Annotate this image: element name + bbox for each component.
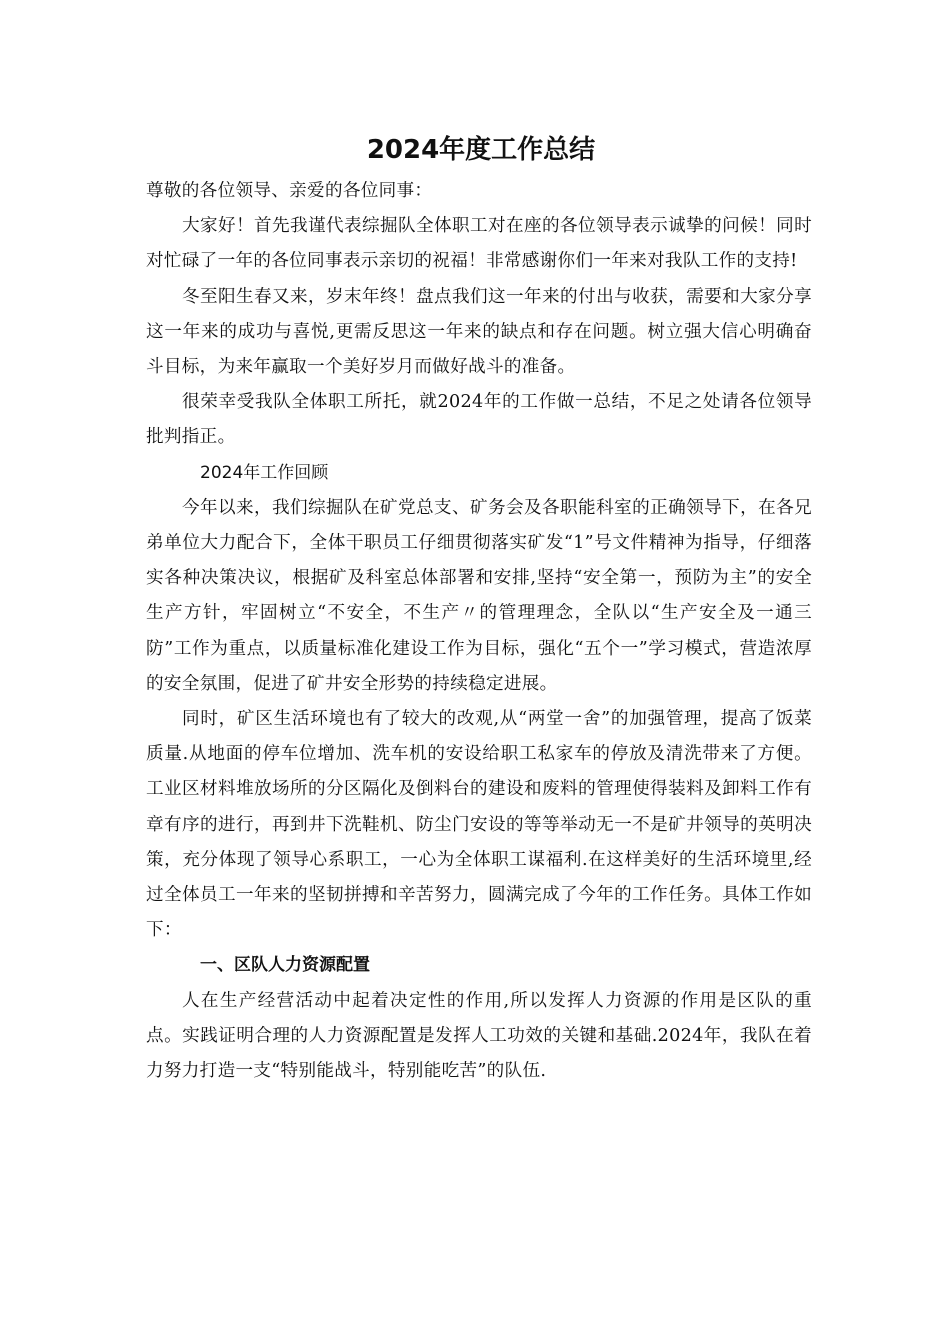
intro-paragraph-3: 很荣幸受我队全体职工所托，就2024年的工作做一总结，不足之处请各位领导批判指正。	[146, 392, 812, 448]
review-paragraph-2: 同时，矿区生活环境也有了较大的改观,从“两堂一舍”的加强管理，提高了饭菜质量.从地面的停车位增加、洗车机的安设给职工私家车的停放及清洗带来了方便。工业区材料堆放场所的分区隔化及倒料台的建设和废料的管理使得装料及卸料工作有章有序的进行，再到井下洗鞋机、防尘门安设的等等举动无一不是矿井领导的英明决策，充分体现了领导心系职工，一心为全体职工谋福利.在这样美好的生活环境里,经过全体员工一年来的坚韧拼搏和辛苦努力，圆满完成了今年的工作任务。具体工作如下：	[146, 709, 812, 941]
intro-paragraph-2: 冬至阳生春又来，岁末年终！盘点我们这一年来的付出与收获，需要和大家分享这一年来的成功与喜悦,更需反思这一年来的缺点和存在问题。树立强大信心明确奋斗目标，为来年赢取一个美好岁月而做好战斗的准备。	[146, 286, 812, 378]
hr-paragraph-1: 人在生产经营活动中起着决定性的作用,所以发挥人力资源的作用是区队的重点。实践证明合理的人力资源配置是发挥人工功效的关键和基础.2024年，我队在着力努力打造一支“特别能战斗，特别能吃苦”的队伍.	[146, 990, 812, 1082]
document-title: 2024年度工作总结	[366, 135, 596, 165]
intro-paragraph-1: 大家好！首先我谨代表综掘队全体职工对在座的各位领导表示诚挚的问候！同时对忙碌了一年的各位同事表示亲切的祝福！非常感谢你们一年来对我队工作的支持!	[146, 216, 812, 272]
salutation: 尊敬的各位领导、亲爱的各位同事：	[146, 181, 433, 201]
section-heading-review: 2024年工作回顾	[200, 462, 329, 483]
section-heading-hr: 一、区队人力资源配置	[200, 955, 370, 976]
document-body	[146, 126, 812, 1089]
review-paragraph-1: 今年以来，我们综掘队在矿党总支、矿务会及各职能科室的正确领导下，在各兄弟单位大力配合下，全体干职员工仔细贯彻落实矿发“1”号文件精神为指导，仔细落实各种决策决议，根据矿及科室总体部署和安排,坚持“安全第一，预防为主”的安全生产方针，牢固树立“不安全，不生产〃的管理理念，全队以“生产安全及一通三防”工作为重点，以质量标准化建设工作为目标，强化“五个一”学习模式，营造浓厚的安全氛围，促进了矿井安全形势的持续稳定进展。	[146, 497, 812, 694]
